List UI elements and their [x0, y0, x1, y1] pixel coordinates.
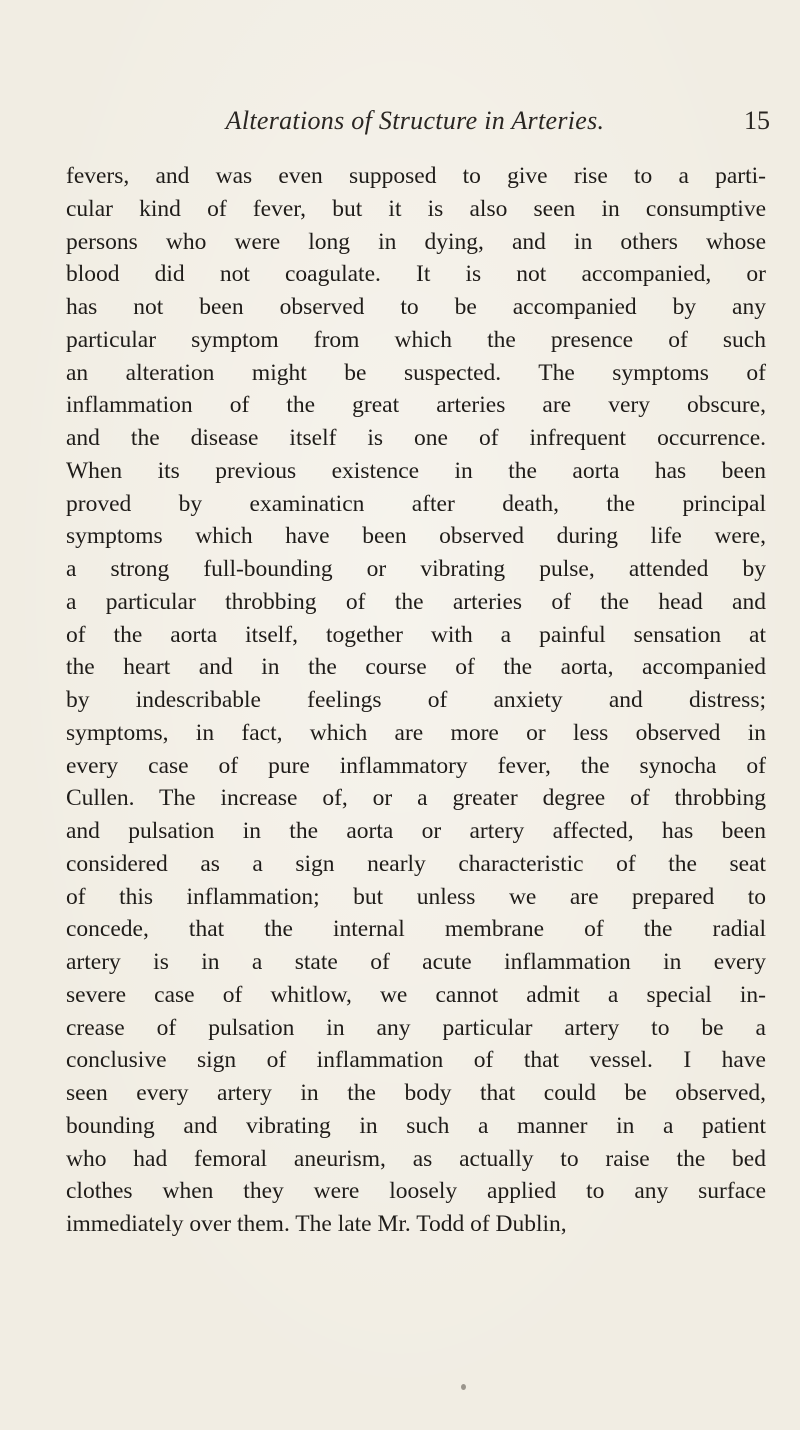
text-line: and the disease itself is one of infrequent occurrence.: [66, 425, 766, 451]
text-line: concede, that the internal membrane of the radial: [66, 916, 766, 943]
text-line: fevers, and was even supposed to give rise to a parti-: [66, 163, 766, 189]
text-line: seen every artery in the body that could be observed,: [66, 1080, 766, 1106]
text-line: inflammation of the great arteries are very obscure,: [66, 392, 766, 419]
text-line: particular symptom from which the presence of such: [66, 326, 766, 353]
text-line: and pulsation in the aorta or artery affected, has been: [66, 818, 766, 844]
running-head: [80, 106, 770, 146]
body-text: [66, 160, 766, 1241]
text-line: symptoms, in fact, which are more or less observed in: [66, 719, 766, 746]
text-line: blood did not coagulate. It is not accompanied, or: [66, 261, 766, 288]
running-title: Alterations of Structure in Arteries.: [225, 106, 605, 135]
text-line: has not been observed to be accompanied by any: [66, 294, 766, 320]
text-line: every case of pure inflammatory fever, the synocha of: [66, 752, 766, 779]
page-number: 15: [744, 106, 770, 135]
text-line: artery is in a state of acute inflammation in every: [66, 949, 766, 975]
text-line: clothes when they were loosely applied to any surface: [66, 1178, 766, 1205]
text-line: bounding and vibrating in such a manner in a patient: [66, 1112, 766, 1139]
text-line: of the aorta itself, together with a painful sensation at: [66, 621, 766, 648]
text-line: conclusive sign of inflammation of that vessel. I have: [66, 1047, 766, 1074]
text-line: by indescribable feelings of anxiety and distress;: [66, 687, 766, 713]
text-line: considered as a sign nearly characteristic of the seat: [66, 850, 766, 877]
text-line: Cullen. The increase of, or a greater degree of throbbing: [66, 785, 766, 812]
text-line: who had femoral aneurism, as actually to raise the bed: [66, 1145, 766, 1172]
text-line: severe case of whitlow, we cannot admit a special in-: [66, 981, 766, 1008]
text-line: crease of pulsation in any particular artery to be a: [66, 1014, 766, 1041]
text-line: cular kind of fever, but it is also seen in consumptive: [66, 195, 766, 222]
text-line: a particular throbbing of the arteries of the head and: [66, 588, 766, 615]
text-line: proved by examinaticn after death, the principal: [66, 490, 766, 517]
paper-speck: [461, 1384, 466, 1390]
text-line: immediately over them. The late Mr. Todd of Dublin,: [66, 1211, 567, 1237]
text-line: of this inflammation; but unless we are prepared to: [66, 883, 766, 910]
text-line: When its previous existence in the aorta has been: [66, 457, 766, 484]
text-line: symptoms which have been observed during life were,: [66, 523, 766, 550]
text-line: a strong full-bounding or vibrating pulse, attended by: [66, 556, 766, 582]
text-line: an alteration might be suspected. The symptoms of: [66, 359, 766, 386]
text-line: the heart and in the course of the aorta, accompanied: [66, 654, 766, 681]
text-line: persons who were long in dying, and in others whose: [66, 228, 766, 255]
